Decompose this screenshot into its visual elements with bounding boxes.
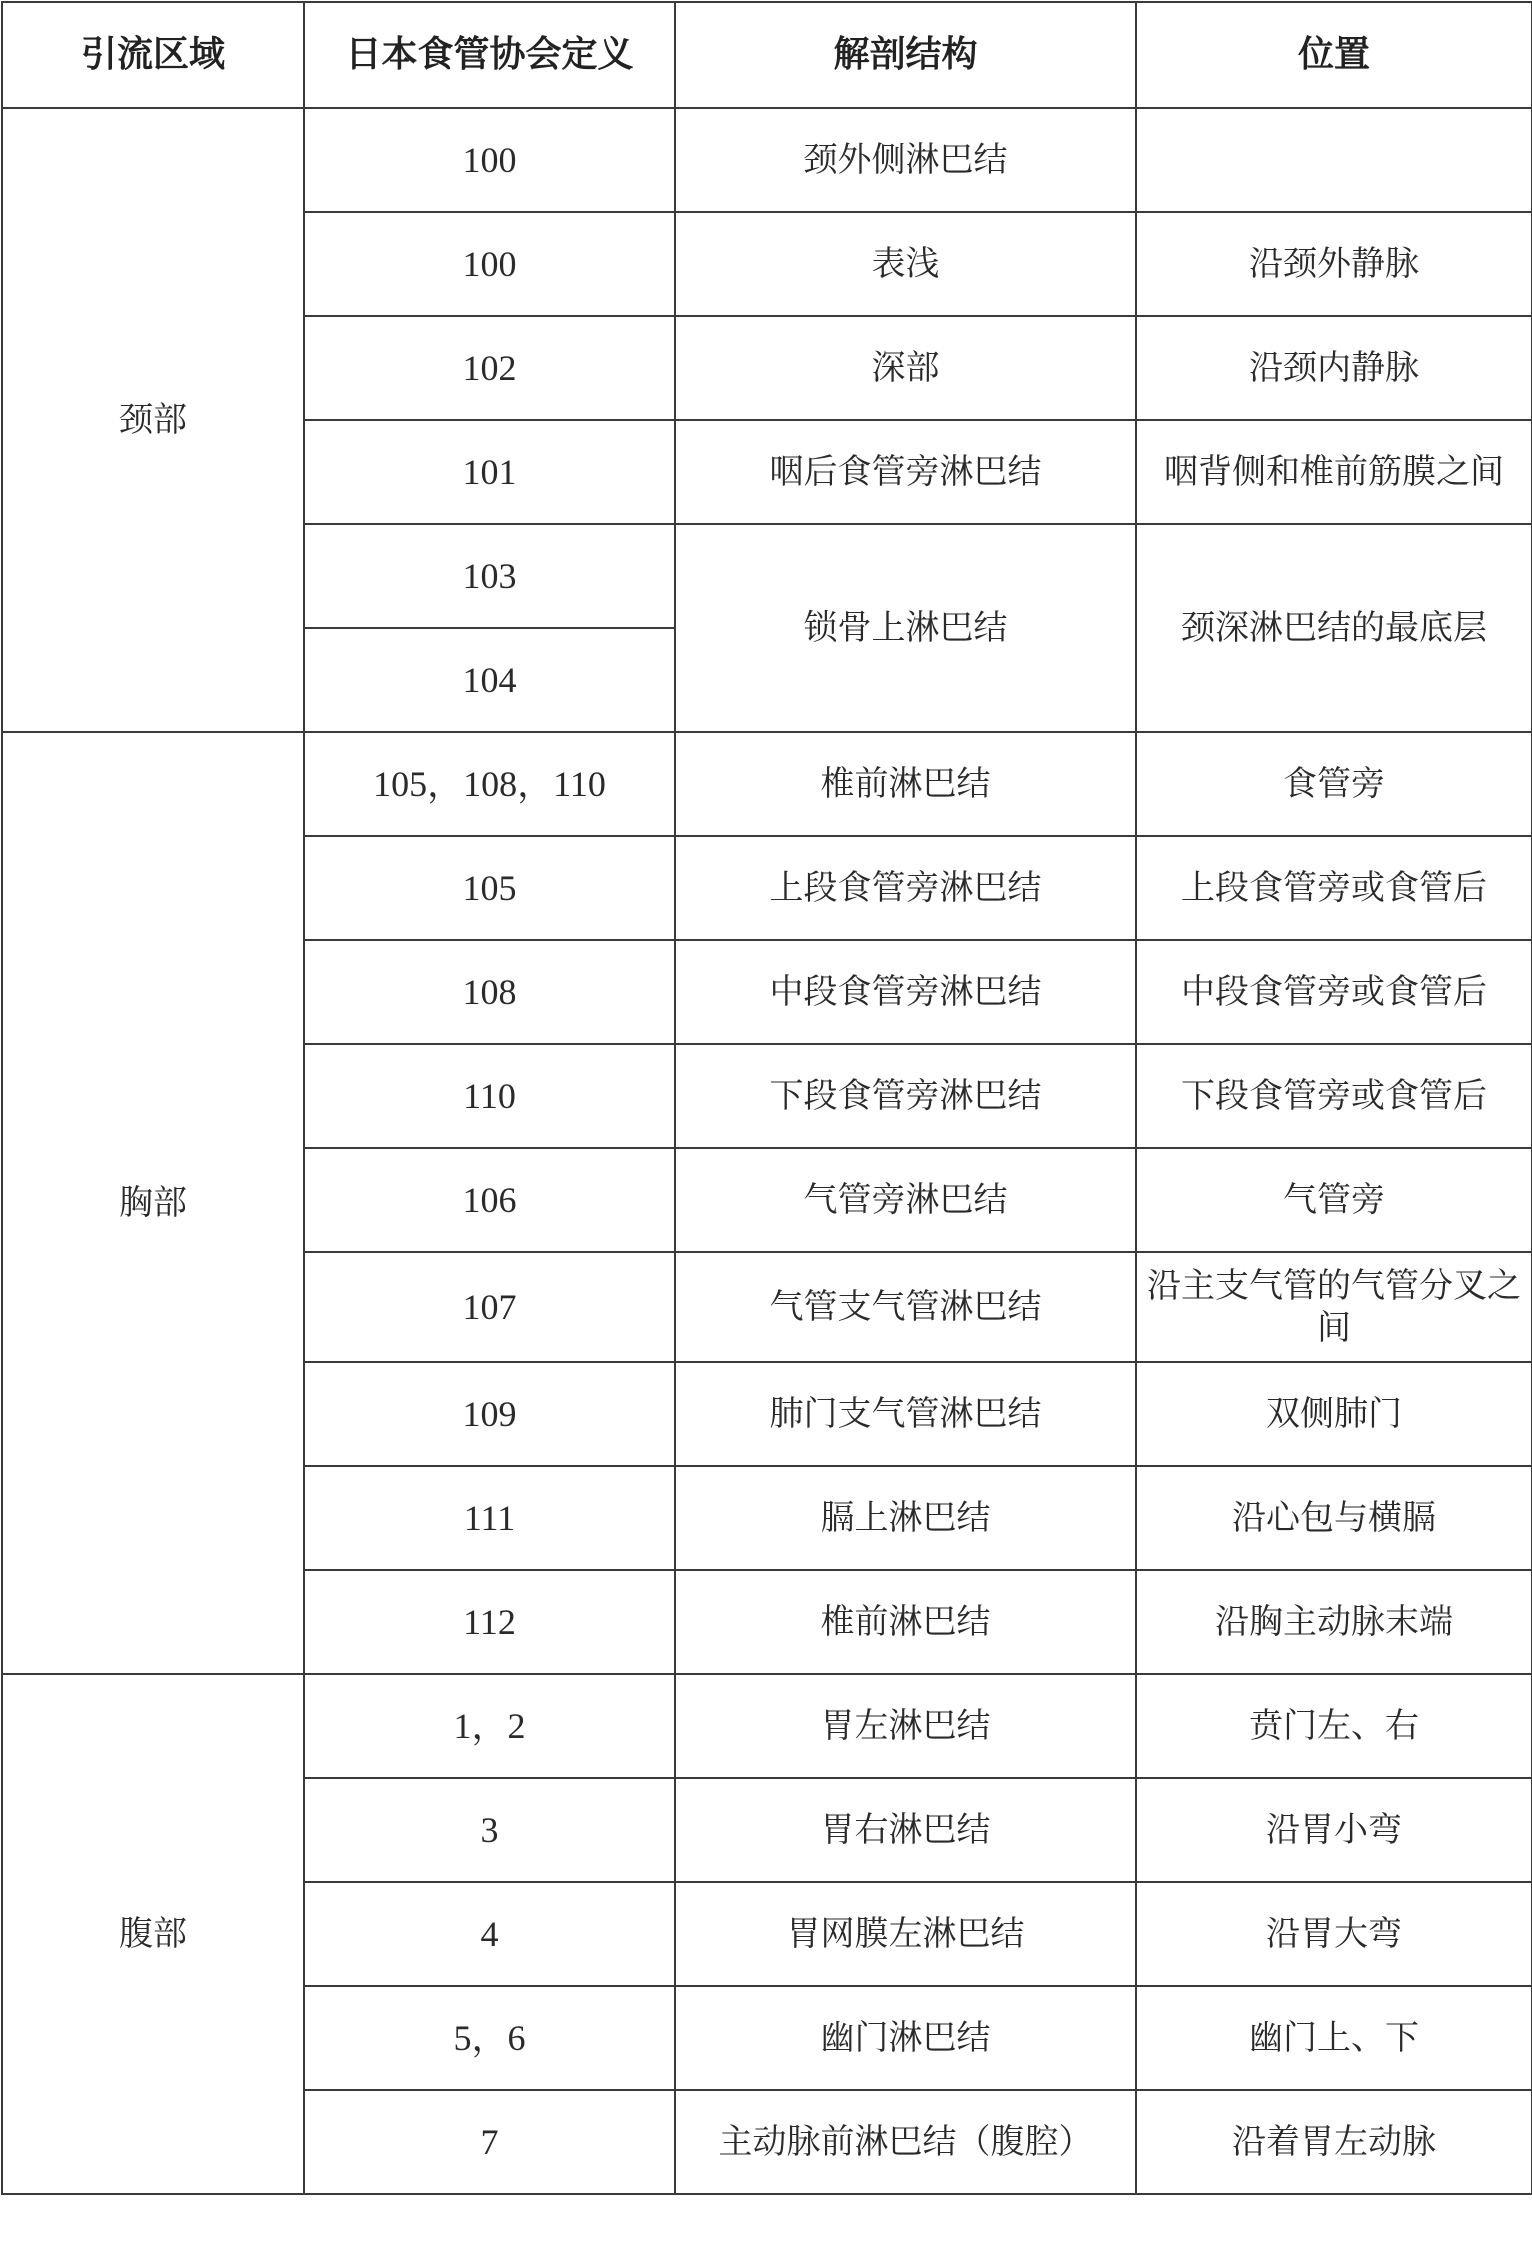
location-cell: 沿着胃左动脉 — [1136, 2090, 1532, 2194]
location-cell: 幽门上、下 — [1136, 1986, 1532, 2090]
code-cell: 108 — [304, 940, 675, 1044]
structure-cell: 深部 — [675, 316, 1136, 420]
code-cell: 102 — [304, 316, 675, 420]
code-cell: 105，108，110 — [304, 732, 675, 836]
header-jes-definition: 日本食管协会定义 — [304, 2, 675, 108]
code-cell: 103 — [304, 524, 675, 628]
location-cell: 沿胃小弯 — [1136, 1778, 1532, 1882]
structure-cell: 中段食管旁淋巴结 — [675, 940, 1136, 1044]
header-anatomical-structure: 解剖结构 — [675, 2, 1136, 108]
region-cell-abdomen: 腹部 — [2, 1674, 304, 2194]
location-cell: 上段食管旁或食管后 — [1136, 836, 1532, 940]
location-cell: 食管旁 — [1136, 732, 1532, 836]
location-cell: 沿主支气管的气管分叉之间 — [1136, 1252, 1532, 1362]
structure-cell: 上段食管旁淋巴结 — [675, 836, 1136, 940]
structure-cell: 锁骨上淋巴结 — [675, 524, 1136, 732]
location-cell: 沿颈外静脉 — [1136, 212, 1532, 316]
structure-cell: 胃网膜左淋巴结 — [675, 1882, 1136, 1986]
table-row — [2, 108, 1532, 212]
location-cell: 双侧肺门 — [1136, 1362, 1532, 1466]
code-cell: 100 — [304, 212, 675, 316]
location-cell: 沿胃大弯 — [1136, 1882, 1532, 1986]
location-cell: 沿心包与横膈 — [1136, 1466, 1532, 1570]
header-drainage-region: 引流区域 — [2, 2, 304, 108]
code-cell: 101 — [304, 420, 675, 524]
structure-cell: 气管支气管淋巴结 — [675, 1252, 1136, 1362]
code-cell: 105 — [304, 836, 675, 940]
code-cell: 112 — [304, 1570, 675, 1674]
location-cell: 颈深淋巴结的最底层 — [1136, 524, 1532, 732]
location-cell — [1136, 108, 1532, 212]
location-cell: 沿颈内静脉 — [1136, 316, 1532, 420]
location-cell: 贲门左、右 — [1136, 1674, 1532, 1778]
structure-cell: 咽后食管旁淋巴结 — [675, 420, 1136, 524]
code-cell: 1，2 — [304, 1674, 675, 1778]
table-row — [2, 732, 1532, 836]
code-cell: 110 — [304, 1044, 675, 1148]
structure-cell: 下段食管旁淋巴结 — [675, 1044, 1136, 1148]
structure-cell: 胃右淋巴结 — [675, 1778, 1136, 1882]
code-cell: 107 — [304, 1252, 675, 1362]
code-cell: 106 — [304, 1148, 675, 1252]
code-cell: 111 — [304, 1466, 675, 1570]
table-row — [2, 1674, 1532, 1778]
structure-cell: 椎前淋巴结 — [675, 732, 1136, 836]
code-cell: 100 — [304, 108, 675, 212]
structure-cell: 颈外侧淋巴结 — [675, 108, 1136, 212]
location-cell: 咽背侧和椎前筋膜之间 — [1136, 420, 1532, 524]
structure-cell: 主动脉前淋巴结（腹腔） — [675, 2090, 1136, 2194]
header-location: 位置 — [1136, 2, 1532, 108]
code-cell: 5，6 — [304, 1986, 675, 2090]
code-cell: 4 — [304, 1882, 675, 1986]
code-cell: 3 — [304, 1778, 675, 1882]
structure-cell: 胃左淋巴结 — [675, 1674, 1136, 1778]
structure-cell: 膈上淋巴结 — [675, 1466, 1136, 1570]
location-cell: 气管旁 — [1136, 1148, 1532, 1252]
structure-cell: 椎前淋巴结 — [675, 1570, 1136, 1674]
location-cell: 下段食管旁或食管后 — [1136, 1044, 1532, 1148]
location-cell: 沿胸主动脉末端 — [1136, 1570, 1532, 1674]
structure-cell: 幽门淋巴结 — [675, 1986, 1136, 2090]
structure-cell: 气管旁淋巴结 — [675, 1148, 1136, 1252]
structure-cell: 表浅 — [675, 212, 1136, 316]
code-cell: 7 — [304, 2090, 675, 2194]
structure-cell: 肺门支气管淋巴结 — [675, 1362, 1136, 1466]
location-cell: 中段食管旁或食管后 — [1136, 940, 1532, 1044]
region-cell-chest: 胸部 — [2, 732, 304, 1674]
code-cell: 109 — [304, 1362, 675, 1466]
header-row — [2, 2, 1532, 108]
region-cell-neck: 颈部 — [2, 108, 304, 732]
lymph-node-table — [1, 1, 1532, 2195]
code-cell: 104 — [304, 628, 675, 732]
